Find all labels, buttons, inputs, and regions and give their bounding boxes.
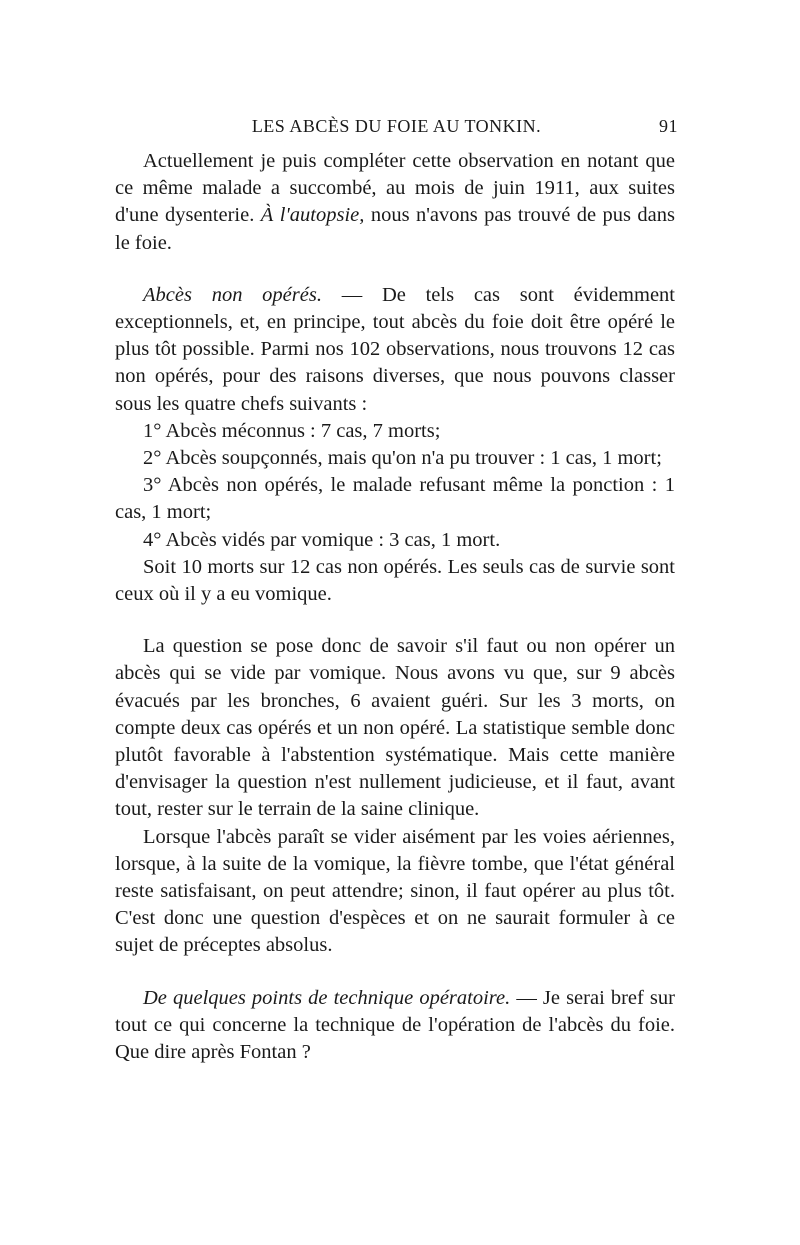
list-item: 4° Abcès vidés par vomique : 3 cas, 1 mort. (143, 528, 501, 551)
paragraph-observation (115, 148, 675, 257)
section-heading-technique: De quelques points de technique opératoire. (143, 986, 511, 1009)
paragraph-summary: Soit 10 morts sur 12 cas non opérés. Les seuls cas de survie sont ceux où il y a eu vomique. (115, 555, 675, 606)
paragraph-clinical: Lorsque l'abcès paraît se vider aisément par les voies aériennes, lorsque, à la suite de la vomique, la fièvre tombe, que l'état général reste satisfaisant, on peut attendre; sinon, il faut opérer au plus tôt. C'est donc une question d'espèces et on ne saurait formuler à ce sujet de préceptes absolus. (115, 825, 675, 957)
body-text (115, 148, 675, 1066)
autopsy-italic: À l'autopsie, (260, 204, 365, 227)
paragraph-non-operated-text: — De tels cas sont évidemment exceptionnels, et, en principe, tout abcès du foie doit être opéré le plus tôt possible. Parmi nos 102 observations, nous trouvons 12 cas non opérés, pour des raisons diverses, que nous pouvons classer sous les quatre chefs suivants : (115, 283, 675, 415)
paragraph-non-operated (115, 282, 675, 418)
list-item: 1° Abcès méconnus : 7 cas, 7 morts; (143, 419, 441, 442)
list-item: 3° Abcès non opérés, le malade refusant même la ponction : 1 cas, 1 mort; (115, 474, 675, 524)
paragraph-technique-text: — Je serai bref sur tout ce qui concerne la technique de l'opération de l'abcès du foie. Que dire après Fontan ? (115, 986, 675, 1064)
section-heading-non-operated: Abcès non opérés. (143, 283, 322, 306)
page-number: 91 (659, 116, 678, 136)
paragraph-question: La question se pose donc de savoir s'il faut ou non opérer un abcès qui se vide par vomique. Nous avons vu que, sur 9 abcès évacués par les bronches, 6 avaient guéri. Sur les 3 morts, on compte deux cas opérés et un non opéré. La statistique semble donc plutôt favorable à l'abstention systématique. Mais cette manière d'envisager la question n'est nullement judicieuse, et il faut, avant tout, rester sur le terrain de la saine clinique. (115, 635, 675, 821)
paragraph-technique (115, 985, 675, 1067)
page-header (115, 116, 678, 144)
running-title: LES ABCÈS DU FOIE AU TONKIN. (251, 116, 542, 136)
paragraph-observation-start: Actuellement je puis compléter cette observation en notant que ce même malade a succombé, au mois de juin 1911, aux suites d'une dysenterie. (115, 150, 675, 227)
list-item: 2° Abcès soupçonnés, mais qu'on n'a pu trouver : 1 cas, 1 mort; (143, 447, 662, 470)
paragraph-observation-end: nous n'avons pas trouvé de pus dans le foie. (115, 204, 675, 254)
